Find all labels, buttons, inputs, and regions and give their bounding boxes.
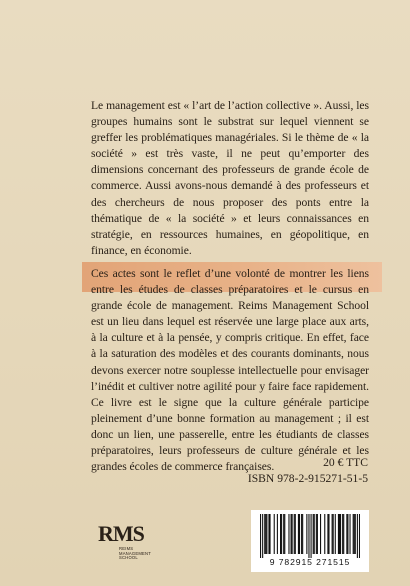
barcode-bar (301, 514, 302, 554)
barcode-bar (268, 514, 269, 554)
barcode-bar (335, 514, 336, 554)
barcode-bar (284, 514, 285, 554)
barcode-bar (262, 514, 263, 558)
barcode-bar (354, 514, 355, 554)
barcode-bar (266, 514, 267, 554)
barcode-bar (269, 514, 270, 554)
barcode-bar (347, 514, 348, 554)
barcode-bar (340, 514, 341, 554)
barcode-bar (333, 514, 334, 554)
logo-line-school: SCHOOL (119, 555, 138, 561)
barcode-bar (320, 514, 321, 554)
barcode-bar (280, 514, 281, 554)
barcode-bar (349, 514, 350, 554)
barcode-bar (306, 514, 307, 554)
barcode-bar (355, 514, 356, 554)
barcode-bar (299, 514, 300, 554)
logo-subtitle (119, 547, 151, 561)
intro-paragraph: Le management est « l’art de l’action collective ». Aussi, les groupes humains sont le substrat sur lequel viennent se greffer les problématiques managériales. Si le thème de « la société » est très vaste, il ne peut qu’emporter des dimensions concernant des professeurs de grande école de commerce. Aussi avons-nous demandé à des professeurs et des chercheurs de nous proposer des ponts entre la thématique de « la société » et leurs connaissances en stratégie, en ressources humaines, en géopolitique, en finance, en économie. (91, 99, 369, 257)
rms-logo (98, 521, 168, 561)
barcode-bar (357, 514, 358, 558)
logo-line-management: MANAGEMENT (119, 550, 152, 556)
isbn-label: ISBN 978-2-915271-51-5 (247, 472, 368, 485)
description-paragraph: Ces actes sont le reflet d’une volonté de montrer les liens entre les études de classes préparatoires et le cursus en grande école de management. Reims Management School est un lieu dans lequel est réservée une large place aux arts, à la culture et à la pensée, y compris critique. En effet, face à la saturation des modèles et des courants dominants, nous devons exercer notre souplesse intellectuelle pour envisager l’inédit et cultiver notre agilité pour y faire face rapidement. Ce livre est le signe que la culture générale participe pleinement d’une bonne formation au management ; il est donc un lien, une passerelle, entre les étudiants de classes préparatoires, leurs professeurs de culture générale et les grandes écoles de commerce françaises. (91, 267, 369, 474)
barcode (251, 510, 369, 572)
price-isbn-block (248, 455, 368, 487)
barcode-bar (343, 514, 344, 554)
logo-line-reims: REIMS (119, 546, 134, 551)
barcode-bar (316, 514, 317, 554)
barcode-bar (314, 514, 315, 554)
barcode-bar (338, 514, 339, 554)
barcode-bar (359, 514, 360, 558)
barcode-bar (274, 514, 275, 554)
barcode-bar (324, 514, 325, 554)
barcode-bar (342, 514, 343, 554)
barcode-bar (264, 514, 265, 554)
barcode-bar (353, 514, 354, 554)
barcode-digits: 9 782915 271515 (269, 557, 351, 567)
barcode-bar (311, 514, 312, 558)
barcode-bar (291, 514, 292, 554)
barcode-bar (294, 514, 295, 554)
barcode-bar (339, 514, 340, 554)
barcode-bars (260, 514, 360, 558)
barcode-bar (283, 514, 284, 554)
barcode-bar (317, 514, 318, 554)
barcode-bar (292, 514, 293, 554)
barcode-bar (346, 514, 347, 554)
price-label: 20 € TTC (323, 456, 368, 469)
barcode-bar (288, 514, 289, 554)
barcode-bar (298, 514, 299, 554)
logo-mark: RMS (98, 521, 144, 546)
barcode-bar (281, 514, 282, 554)
barcode-bar (277, 514, 278, 554)
barcode-bar (302, 514, 303, 554)
barcode-bar (328, 514, 329, 554)
barcode-bar (265, 514, 266, 554)
barcode-bar (260, 514, 261, 558)
barcode-bar (295, 514, 296, 554)
barcode-bar (313, 514, 314, 554)
barcode-bar (327, 514, 328, 554)
barcode-bar (332, 514, 333, 554)
barcode-bar (308, 514, 309, 558)
